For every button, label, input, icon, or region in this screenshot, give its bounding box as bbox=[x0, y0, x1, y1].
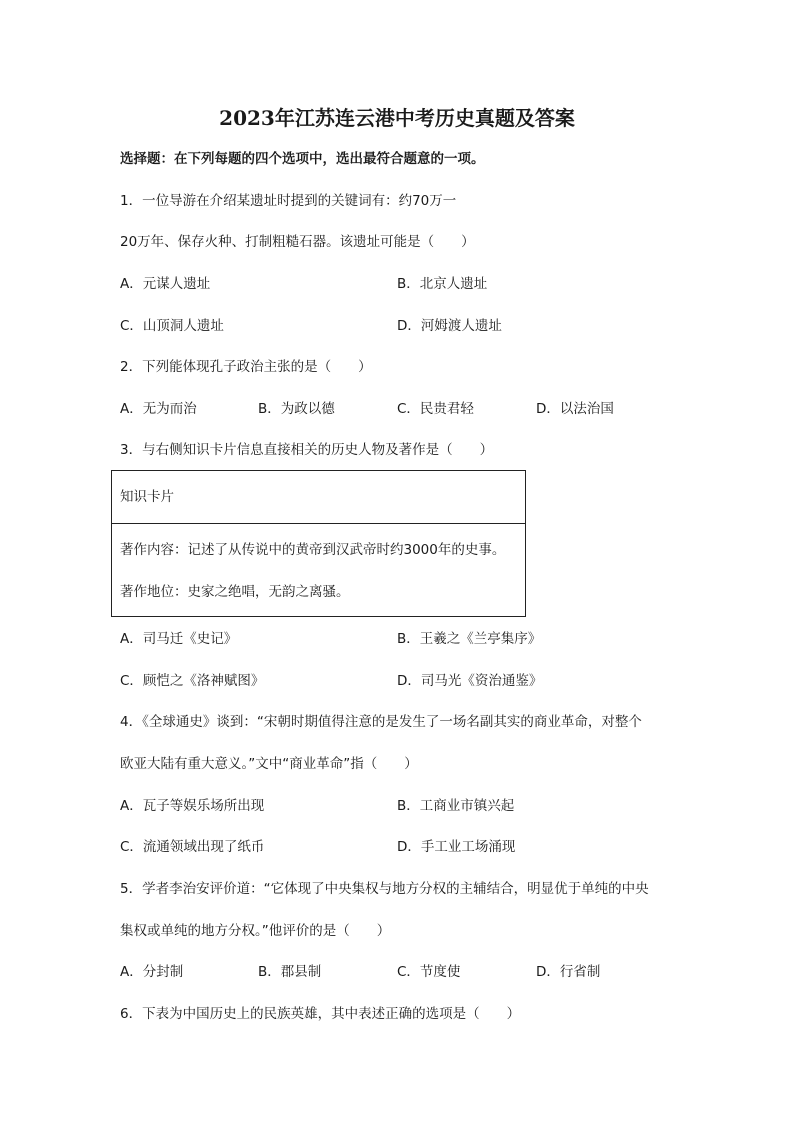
section-header: 选择题：在下列每题的四个选项中，选出最符合题意的一项。 bbox=[120, 151, 485, 167]
question-1-option-b: B．北京人遗址 bbox=[397, 276, 488, 292]
question-1-stem-line-2: 20万年、保存火种、打制粗糙石器。该遗址可能是（ ） bbox=[120, 234, 475, 250]
question-3-option-c: C．顾恺之《洛神赋图》 bbox=[120, 673, 265, 689]
question-5-stem-line-1: 5．学者李治安评价道：“它体现了中央集权与地方分权的主辅结合，明显优于单纯的中央 bbox=[120, 881, 649, 897]
question-2-option-b: B．为政以德 bbox=[258, 401, 335, 417]
knowledge-card-line-1: 著作内容：记述了从传说中的黄帝到汉武帝时约3000年的史事。 bbox=[120, 542, 506, 558]
question-4-option-c: C．流通领域出现了纸币 bbox=[120, 839, 265, 855]
question-4-option-a: A．瓦子等娱乐场所出现 bbox=[120, 798, 265, 814]
question-4-option-b: B．工商业市镇兴起 bbox=[397, 798, 515, 814]
knowledge-card-divider bbox=[112, 523, 525, 524]
question-2-option-a: A．无为而治 bbox=[120, 401, 197, 417]
document-title: 2023年江苏连云港中考历史真题及答案 bbox=[219, 106, 575, 130]
knowledge-card-heading: 知识卡片 bbox=[120, 489, 174, 505]
question-1-option-d: D．河姆渡人遗址 bbox=[397, 318, 502, 334]
question-2-stem: 2．下列能体现孔子政治主张的是（ ） bbox=[120, 359, 372, 375]
question-5-option-c: C．节度使 bbox=[397, 964, 461, 980]
question-6-stem: 6．下表为中国历史上的民族英雄，其中表述正确的选项是（ ） bbox=[120, 1006, 521, 1022]
knowledge-card bbox=[111, 470, 526, 617]
question-5-option-b: B．郡县制 bbox=[258, 964, 322, 980]
knowledge-card-line-2: 著作地位：史家之绝唱，无韵之离骚。 bbox=[120, 584, 350, 600]
question-5-option-a: A．分封制 bbox=[120, 964, 184, 980]
question-5-option-d: D．行省制 bbox=[536, 964, 601, 980]
question-1-stem-line-1: 1．一位导游在介绍某遗址时提到的关键词有：约70万一 bbox=[120, 193, 457, 209]
question-4-option-d: D．手工业工场涌现 bbox=[397, 839, 516, 855]
question-2-option-c: C．民贵君轻 bbox=[397, 401, 474, 417]
question-3-option-d: D．司马光《资治通鉴》 bbox=[397, 673, 543, 689]
question-3-stem: 3．与右侧知识卡片信息直接相关的历史人物及著作是（ ） bbox=[120, 442, 494, 458]
question-2-option-d: D．以法治国 bbox=[536, 401, 614, 417]
question-4-stem-line-2: 欧亚大陆有重大意义。”文中“商业革命”指（ ） bbox=[120, 756, 418, 772]
question-3-option-b: B．王羲之《兰亭集序》 bbox=[397, 631, 542, 647]
question-1-option-c: C．山顶洞人遗址 bbox=[120, 318, 224, 334]
question-4-stem-line-1: 4．《全球通史》谈到：“宋朝时期值得注意的是发生了一场名副其实的商业革命，对整个 bbox=[120, 714, 642, 730]
question-5-stem-line-2: 集权或单纯的地方分权。”他评价的是（ ） bbox=[120, 923, 391, 939]
question-1-option-a: A．元谋人遗址 bbox=[120, 276, 211, 292]
question-3-option-a: A．司马迁《史记》 bbox=[120, 631, 238, 647]
